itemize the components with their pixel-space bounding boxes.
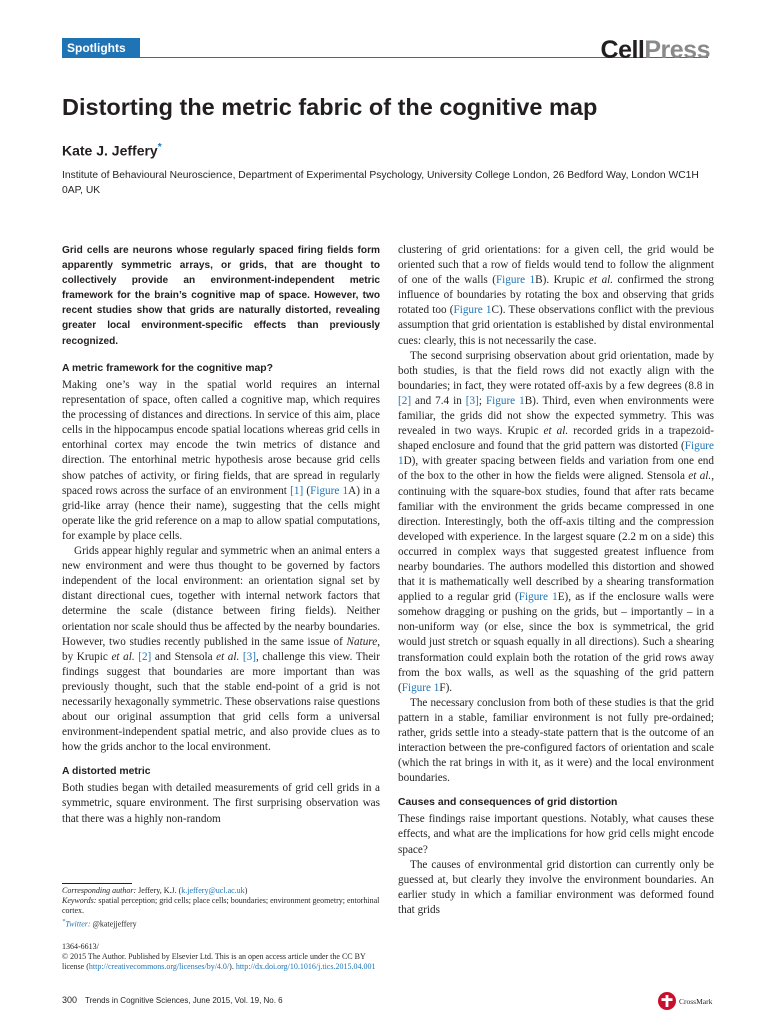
logo-press-text: Press bbox=[644, 36, 710, 64]
footnotes bbox=[62, 886, 380, 929]
text-run: clustering of grid orientations: for a given cell, the grid would be oriented such that a row of fields would tend to follow the alignment of one of the walls ( bbox=[398, 244, 714, 287]
crossmark-label: CrossMark bbox=[679, 997, 713, 1006]
paragraph: Making one’s way in the spatial world requires an internal representation of space, often called a cognitive map, which requires the processing of distances and directions. In service of this aim, place cells in the hippocampus encode spatial locations whereas grid cells in entorhinal cortex may encode the twin metrics of distance and direction. The entorhinal metric hypothesis arose because grid cells show patches of activity, or firing fields, that are spread in regularly spaced rows across the surface of an environment [1] (Figure 1A) in a grid-like array (hence their name), suggesting that the cells might operate like the grid reference on a map to allow spatial computations, for example by place cells. bbox=[62, 379, 380, 542]
text-run: F). bbox=[439, 681, 453, 694]
license-block bbox=[62, 942, 380, 973]
figure-link[interactable]: Figure 1 bbox=[401, 681, 440, 694]
et-al: et al. bbox=[688, 470, 712, 483]
paragraph bbox=[398, 243, 714, 349]
text-run: , by Krupic bbox=[62, 635, 380, 663]
reference-link[interactable]: [3] bbox=[465, 394, 479, 407]
twitter-handle[interactable]: @katejjeffery bbox=[90, 919, 137, 929]
page-number: 300 bbox=[62, 995, 78, 1005]
text-run: The second surprising observation about grid orientation, made by both studies, is that the field rows did not exactly align with the boundaries; in fact, they were rotated off-axis by a few degrees (8.8 in bbox=[398, 349, 714, 392]
text-run: Grids appear highly regular and symmetric when an animal enters a new environment and were thus thought to be governed by factors independent of the local environment: an orientation signal set by distant directional cues, together with internal network factors that determine the scale (distance between firing fields). Neither orientation nor scale should thus be affected by the nearby boundaries. However, two studies recently published in the same issue of bbox=[62, 545, 380, 648]
article-title: Distorting the metric fabric of the cognitive map bbox=[62, 94, 598, 120]
figure-link[interactable]: Figure 1 bbox=[518, 591, 558, 604]
author-text: Kate J. Jeffery bbox=[62, 142, 158, 159]
author-name bbox=[62, 142, 162, 159]
text-run: , challenge this view. Their findings suggest that boundaries are more important than was previously thought, such that the stable end-point of a grid is not necessarily hexagonally symmetric. These observations raise questions about our original assumption that grid cells form a universal environment-independent spatial metric, and also provide clues as to how the grids anchor to the local environment. bbox=[62, 650, 381, 754]
text-run: confirmed the strong influence of boundaries by rotating the box and observing that grids rotated too ( bbox=[398, 274, 714, 317]
publisher-logo bbox=[601, 36, 710, 65]
author-footnote-mark[interactable]: * bbox=[157, 142, 162, 153]
crossmark-badge[interactable] bbox=[657, 991, 717, 1013]
paragraph bbox=[62, 544, 380, 755]
et-al: et al. bbox=[543, 425, 569, 438]
text-run: ) bbox=[244, 886, 248, 895]
text-run: Making one’s way in the spatial world requires an internal representation of space, often called a cognitive map, which requires the processing of distances and directions. In service of this aim, place cells in the hippocampus encode spatial locations whereas grid cells in entorhinal cortex may encode the twin metrics of distance and direction. The entorhinal metric hypothesis arose because grid cells show patches of activity, or firing fields, that are spread in regularly spaced rows across the surface of an environment bbox=[62, 379, 380, 497]
section-heading-metric-framework: A metric framework for the cognitive map? bbox=[62, 363, 273, 374]
text-run: C). These observations conflict with the previous assumption that grid orientation is established by distal environmental cues: clearly, this is not necessarily the case. bbox=[398, 304, 714, 347]
paragraph: These findings raise important questions. Notably, what causes these effects, and what are the implications for how grid cells might encode space? bbox=[398, 813, 714, 856]
journal-citation: Trends in Cognitive Sciences, June 2015, Vol. 19, No. 6 bbox=[85, 996, 283, 1005]
section-heading-causes-consequences: Causes and consequences of grid distortion bbox=[398, 797, 618, 809]
abstract: Grid cells are neurons whose regularly spaced firing fields form apparently symmetric arrays, or grids, that are thought to collectively provide an environment-independent metric framework for the brain’s cognitive map of space. However, two recent studies show that grids are naturally distorted, revealing greater local environment-specific effects than previously recognized. bbox=[62, 245, 380, 347]
text-run: ). bbox=[229, 962, 236, 972]
keywords-note bbox=[62, 896, 380, 916]
text-run: ; bbox=[478, 394, 486, 407]
author-affiliation: Institute of Behavioural Neuroscience, Department of Experimental Psychology, University College London, 26 Bedford Way, London WC1H 0AP, UK bbox=[62, 170, 699, 196]
text-run: recorded grids in a trapezoid-shaped enclosure and found that the grid pattern was distorted ( bbox=[398, 425, 714, 453]
text-run: D), with greater spacing between fields and variation from one end of the box to the other in how the fields were aligned. Stensola bbox=[398, 455, 714, 483]
text-run: E), as if the enclosure walls were somehow dragging or pushing on the grids, but – importantly – in a non-uniform way (or else, since the box is symmetrical, the grid would just stretch or squash equally in all directions). Such a shearing transformation could explain both the rotation of the grid rows away from the box walls, as well as the squashing of the grid pattern ( bbox=[398, 591, 714, 694]
footnote-label: Twitter: bbox=[65, 919, 91, 929]
footnote-divider bbox=[62, 883, 132, 884]
text-run: A) in a grid-like array (hence their name), suggesting that the cells might operate like the grid reference on a map to allow spatial computations, for example by place cells. bbox=[62, 484, 380, 542]
paragraph: The causes of environmental grid distortion can currently only be guessed at, but clearly they involve the environment boundaries. An earlier study in which a familiar environment was deformed found that grids bbox=[398, 858, 714, 916]
figure-link[interactable]: Figure 1 bbox=[495, 274, 536, 287]
logo-cell-text: Cell bbox=[600, 36, 645, 64]
reference-link[interactable]: [2] bbox=[398, 394, 412, 407]
license-text bbox=[62, 952, 380, 972]
reference-link[interactable]: [2] bbox=[138, 650, 152, 663]
twitter-note bbox=[62, 917, 380, 930]
figure-link[interactable]: Figure 1 bbox=[310, 484, 349, 497]
corresponding-author-note bbox=[62, 886, 380, 896]
reference-link[interactable]: [3] bbox=[242, 650, 256, 663]
left-column bbox=[62, 362, 381, 825]
reference-link[interactable]: [1] bbox=[290, 484, 304, 497]
section-label-spotlights: Spotlights bbox=[62, 38, 140, 58]
paragraph: Both studies began with detailed measurements of grid cell grids in a symmetric, square environment. The first surprising observation was that there was a highly non-random bbox=[62, 782, 380, 825]
footnote-label: Corresponding author: bbox=[62, 886, 137, 895]
footnote-mark: * bbox=[62, 917, 66, 925]
doi-link[interactable]: http://dx.doi.org/10.1016/j.tics.2015.04.001 bbox=[235, 962, 376, 972]
figure-link[interactable]: Figure 1 bbox=[453, 304, 492, 317]
license-link[interactable]: http://creativecommons.org/licenses/by/4.0/ bbox=[88, 962, 230, 972]
paragraph: The necessary conclusion from both of these studies is that the grid pattern in a stable, familiar environment is not fully pre-ordained; rather, grids settle into a steady-state pattern that is the outcome of an interaction between the pre-configured factors of orientation and scale (which the rat brings in with it, as it were) and the local environment boundaries. bbox=[398, 696, 714, 785]
section-heading-distorted-metric: A distorted metric bbox=[62, 766, 151, 778]
email-link[interactable]: k.jeffery@ucl.ac.uk bbox=[181, 886, 245, 895]
crossmark-icon bbox=[657, 991, 677, 1011]
figure-link[interactable]: Figure 1 bbox=[398, 440, 714, 468]
text-run: spatial perception; grid cells; place cells; boundaries; environment geometry; entorhinal cortex. bbox=[62, 896, 380, 916]
text-run: , continuing with the square-box studies, found that after rats became familiar with the environment the grids became compressed in one direction. Interestingly, both the off-axis tilting and the compression developed with experience. In the largest square (2.2 m on a side) this occurred in complex ways that suggested greatest influence from nearby boundaries. The authors modelled this distortion and showed that it is mathematically well described by a shearing transformation applied to a regular grid ( bbox=[398, 470, 714, 604]
footnote-label: Keywords: bbox=[62, 896, 97, 906]
text-run: B). Krupic bbox=[535, 274, 590, 287]
issn: 1364-6613/ bbox=[62, 942, 99, 951]
text-run: and 7.4 in bbox=[411, 394, 466, 407]
right-column bbox=[398, 243, 714, 1005]
journal-name: Nature bbox=[346, 635, 378, 648]
text-run: and Stensola bbox=[151, 650, 217, 663]
et-al: et al. bbox=[111, 650, 135, 663]
page-footer bbox=[62, 995, 283, 1005]
text-run: © 2015 The Author. Published by Elsevier Ltd. This is an open access article under the CC BY license ( bbox=[62, 952, 366, 972]
et-al: et al. bbox=[216, 650, 240, 663]
text-run: B). Third, even when environments were familiar, the grids did not show the expected symmetry. This was revealed in two ways. Krupic bbox=[398, 394, 715, 438]
text-run: Jeffery, K.J. ( bbox=[136, 886, 182, 895]
figure-link[interactable]: Figure 1 bbox=[485, 394, 525, 407]
paragraph bbox=[398, 349, 714, 696]
et-al: et al. bbox=[589, 274, 614, 287]
